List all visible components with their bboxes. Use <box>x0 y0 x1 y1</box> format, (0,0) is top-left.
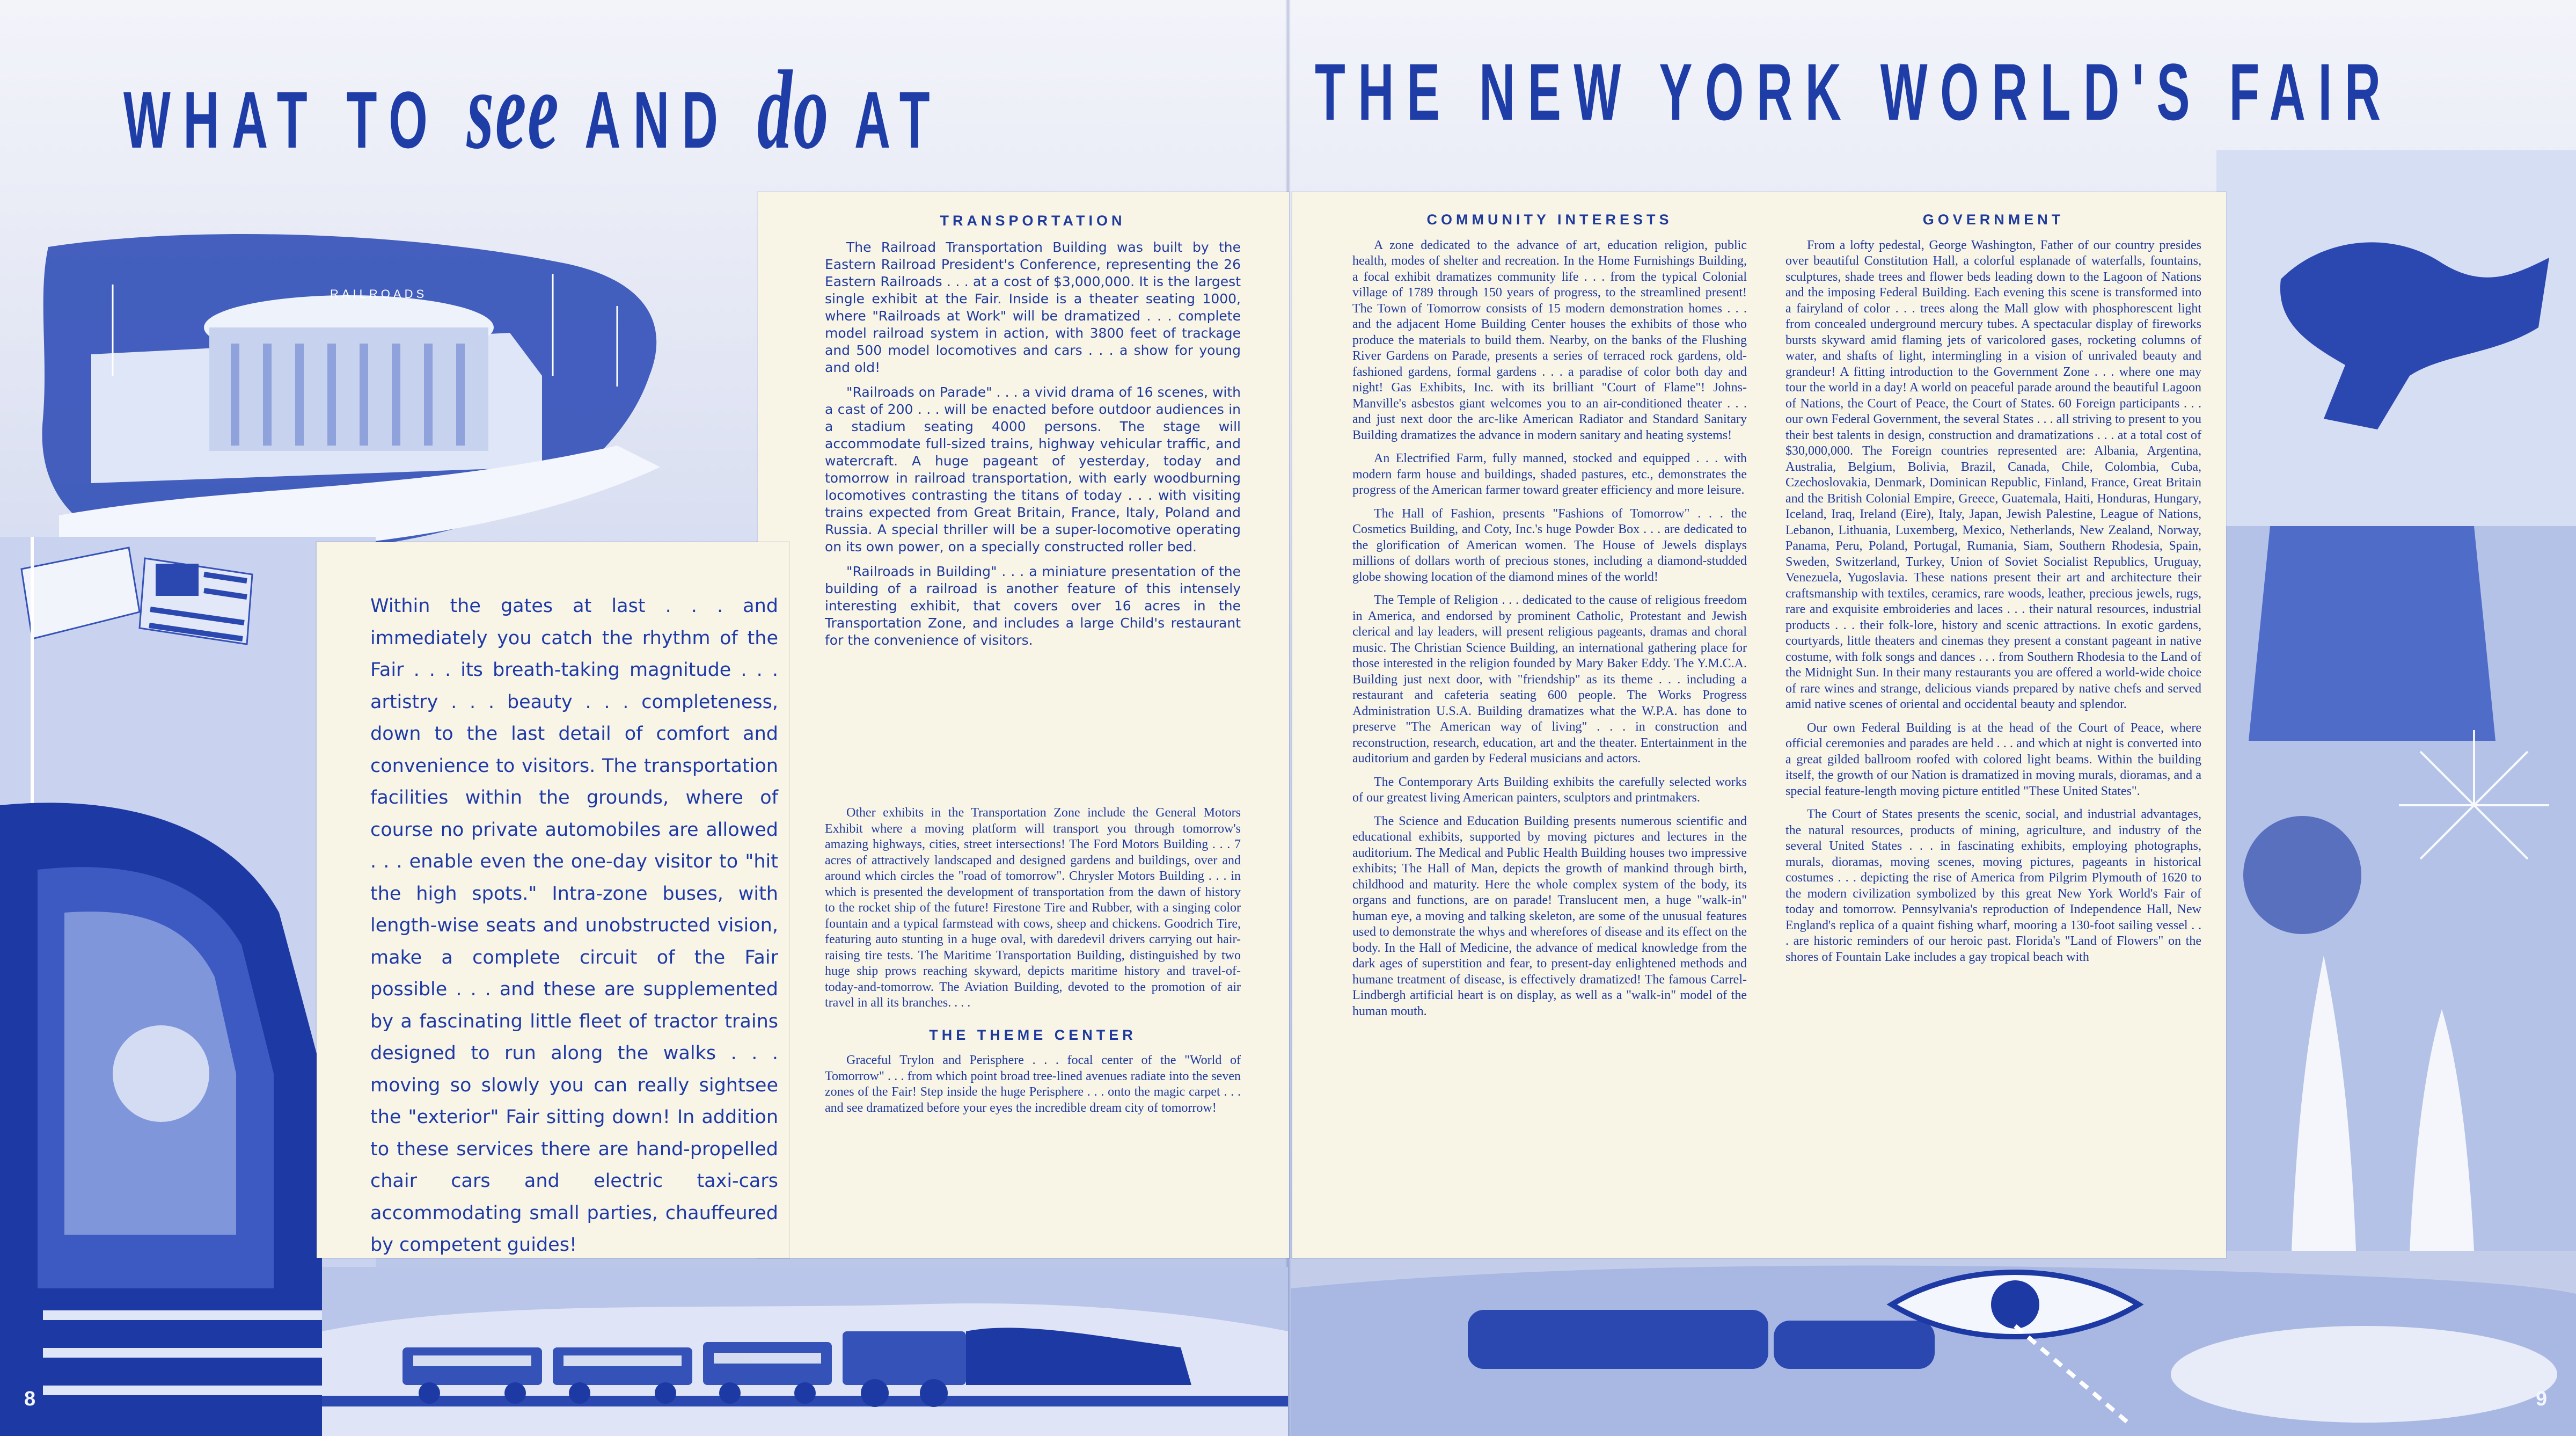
community-paragraph-1: A zone dedicated to the advance of art, education religion, public health, modes of shelter and recreation. In the Home Furnishings Building, a focal exhibit dramatizes community life . . . from the typical Colonial village of 1789 through 150 years of progress, to the streamlined present! The Town of Tomorrow consists of 15 modern demonstration homes . . . and the adjacent Home Building Center houses the exhibits of those who produce the materials to build them. Nearby, on the banks of the Flushing River Gardens on Parade, presents a series of terraced rock gardens, old-fashioned gardens, formal gardens . . . a paradise of color both day and night! Gas Exhibits, Inc. with its brilliant "Court of Flame"! Johns-Manville's asbestos giant welcomes you to an air-conditioned theater . . . and just next door the arc-like American Radiator and Standard Sanitary Building dramatizes the advance in modern sanitary and heating systems! <box>1352 238 1747 442</box>
community-paragraph-6: The Science and Education Building presents numerous scientific and educational exhibits, supported by moving pictures and lectures in the auditorium. The Medical and Public Health Building houses two impressive exhibits; The Hall of Man, depicts the growth of mankind through birth, childhood and maturity. Here the whole complex system of the body, its organs and functions, are on parade! Translucent men, a huge "walk-in" human eye, a moving and talking skeleton, are some of the unusual features used to demonstrate the whys and wherefores of disease and its effect on the body. In the Hall of Medicine, the advance of medical knowledge from the dark ages of superstition and fear, to present-day enlightened methods and humane treatment of disease, is effectively dramatized! The famous Carrel-Lindbergh artificial heart is on display, as well as a "walk-in" model of the human mouth. <box>1352 814 1747 1018</box>
community-paragraph-4: The Temple of Religion . . . dedicated to the cause of religious freedom in America, and endorsed by prominent Catholic, Protestant and Jewish clerical and lay leaders, will present religious pageants, dramas and choral music. The Christian Science Building, an international gathering place for those interested in the religion founded by Mary Baker Eddy. The Y.M.C.A. Building just next door, with "friendship" as its theme . . . including a restaurant and cafeteria seating 600 people. The Works Progress Administration U.S.A. Building dramatizes what the W.P.A. has done to preserve "The American way of living" . . . in construction and reconstruction, research, education, art and the theater. Entertainment in the auditorium and garden by Federal musicians and actors. <box>1352 593 1747 766</box>
building-rotunda <box>209 327 488 451</box>
theme-center-heading: THE THEME CENTER <box>929 1026 1137 1043</box>
railroads-sign: RAILROADS <box>330 287 428 301</box>
government-heading: GOVERNMENT <box>1922 212 2065 228</box>
trains-parade-illustration <box>322 1267 1288 1436</box>
fountain-lagoon <box>2171 1326 2557 1423</box>
community-heading: COMMUNITY INTERESTS <box>1426 212 1673 228</box>
government-paragraph-2: Our own Federal Building is at the head of the Court of Peace, where official ceremonies and parades are held . . . and which at night is converted into a great gilded ballroom roofed with colored light beams. Within the building itself, the growth of our Nation is dramatized in moving murals, dioramas, and a special feature-length moving picture entitled "These United States". <box>1785 720 2201 798</box>
transportation-heading: TRANSPORTATION <box>940 213 1126 229</box>
page-number-left: 8 <box>24 1388 36 1410</box>
globe-building <box>2243 816 2361 934</box>
transportation-paragraph-4: Other exhibits in the Transportation Zone include the General Motors Exhibit where a moving platform will transport you through tomorrow's amazing highways, cities, street intersections! The Ford Motors Building . . . 7 acres of attractively landscaped and designed gardens and buildings, over and around which circles the "road of tomorrow". Chrysler Motors Building . . . in which is presented the development of transportation from the dawn of history to the rocket ship of the future! Firestone Tire and Rubber, with a singing color fountain and a typical farmstead with cows, sheep and chickens. Goodrich Tire, featuring auto stunting in a huge oval, with daredevil drivers carrying out hair-raising tire tests. The Maritime Transportation Building, distinguished by two huge ship prows reaching skyward, depicts maritime history and travel-of-today-and-tomorrow. The Aviation Building, devoted to the promotion of air travel in all its branches. . . . <box>825 806 1241 1010</box>
government-column <box>1785 212 2201 973</box>
intro-paragraph: Within the gates at last . . . and immediately you catch the rhythm of the Fair . . . its breath-taking magnitude . . . artistry . . . beauty . . . completeness, down to the last detail of comfort and convenience to visitors. The transportation facilities within the grounds, where of course no private automobiles are allowed . . . enable even the one-day visitor to "hit the high spots." Intra-zone buses, with length-wise seats and unobstructed vision, make a complete circuit of the Fair possible . . . and these are supplemented by a fascinating little fleet of tractor trains designed to run along the walks . . . moving so slowly you can really sightsee the "exterior" Fair sitting down! In addition to these services there are hand-propelled chair cars and electric taxi-cars accommodating small parties, chauffeured by competent guides! <box>370 595 778 1256</box>
community-paragraph-5: The Contemporary Arts Building exhibits the carefully selected works of our greatest living American painters, sculptors and printmakers. <box>1352 775 1747 805</box>
page-number-right: 9 <box>2536 1388 2548 1410</box>
community-interests-column <box>1352 212 1747 1027</box>
transportation-other-exhibits-column <box>825 805 1241 1124</box>
statue-pedestal <box>2249 526 2496 741</box>
transportation-paragraph-1: The Railroad Transportation Building was built by the Eastern Railroad President's Conference, representing the 26 Eastern Railroads . . . at a cost of $3,000,000. It is the largest single exhibit at the Fair. Inside is a theater seating 1000, where "Railroads at Work" will be dramatized . . . complete model railroad system in action, with 3800 feet of trackage and 500 model locomotives and cars . . . a show for young and old! <box>825 239 1241 375</box>
government-paragraph-1: From a lofty pedestal, George Washington, Father of our country presides over beautiful Constitution Hall, a colorful esplanade of waterfalls, fountains, sculptures, shade trees and flower beds leading down to the Lagoon of Nations and the imposing Federal Building. Each evening this scene is transformed into a fairyland of color . . . trees along the Mall glow with phosphorescent light from concealed underground mercury tubes. A spectacular display of fireworks bursts skyward amid flaming jets of varicolored gases, rocketing columns of water, and shafts of light, intermingling in a vision of unrivaled beauty and grandeur! A fitting introduction to the Government Zone . . . where one may tour the world in a day! A world on peaceful parade around the beautiful Lagoon of Nations, the Court of Peace, the Court of States. 60 Foreign participants . . . our own Federal Government, the several States . . . all striving to present to you their best talents in design, construction and dramatizations . . . at a total cost of $30,000,000. The Foreign countries represented are: Albania, Argentina, Australia, Belgium, Bolivia, Brazil, Canada, Chile, Colombia, Cuba, Czechoslovakia, Denmark, Dominican Republic, Finland, France, Great Britain and the British Colonial Empire, Greece, Guatemala, Haiti, Honduras, Hungary, Iceland, Iraq, Ireland (Eire), Italy, Japan, Jewish Palestine, League of Nations, Lebanon, Lithuania, Luxemberg, Mexico, Netherlands, New Zealand, Norway, Panama, Peru, Poland, Portugal, Rumania, Siam, Southern Rhodesia, Spain, Sweden, Switzerland, Turkey, Union of Soviet Socialist Republics, Uruguay, Venezuela, Yugoslavia. These nations present their art and architecture their craftsmanship with textiles, ceramics, rare woods, leather, precious jewels, rugs, rare and exquisite embroideries and laces . . . their natural resources, industrial products . . . their folk-lore, history and scenic attractions. In exotic gardens, courtyards, little theaters and cinemas they present a constant pageant in native costume, with folk songs and dances . . . from Southern Rhodesia to the Land of the Midnight Sun. In their many restaurants you are offered a world-wide choice of rare wines and strange, delicious viands prepared by native chefs and served amid native scenes of oriental and occidental beauty and splendor. <box>1785 238 2201 711</box>
theme-center-paragraph: Graceful Trylon and Perisphere . . . focal center of the "World of Tomorrow" . . . from which point broad tree-lined avenues radiate into the seven zones of the Fair! Step inside the huge Perisphere . . . onto the magic carpet . . . and see dramatized before your eyes the incredible dream city of tomorrow! <box>825 1053 1241 1115</box>
eye-pupil <box>1991 1280 2039 1329</box>
transportation-paragraph-3: "Railroads in Building" . . . a miniature presentation of the building of a railroad is another feature of this intensely interesting exhibit, that covers over 16 acres in the Transportation Zone, and includes a large Child's restaurant for the convenience of visitors. <box>825 564 1241 648</box>
government-paragraph-3: The Court of States presents the scenic, social, and industrial advantages, the natural resources, products of mining, agriculture, and industry of the several United States . . . in fascinating exhibits, employing photographs, murals, dioramas, moving scenes, moving pictures, pageants in historical costumes . . . depicting the rise of America from Pilgrim Plymouth of 1620 to the modern civilization symbolized by this great New York World's Fair of today and tomorrow. Pennsylvania's reproduction of Independence Hall, New England's replica of a quaint fishing wharf, mooring a 130-foot sailing vessel . . . are historic reminders of our heroic past. Florida's "Land of Flowers" on the shores of Fountain Lake includes a gay tropical beach with <box>1785 807 2201 964</box>
transportation-paragraph-2: "Railroads on Parade" . . . a vivid drama of 16 scenes, with a cast of 200 . . . will be enacted before outdoor audiences in a stadium seating 4000 persons. The stage will accommodate full-sized trains, highway vehicular traffic, and watercraft. A huge pageant of yesterday, today and tomorrow in railroad transportation, with early woodburning locomotives contrasting the titans of today . . . with visiting trains expected from Great Britain, France, Italy, Poland and Russia. A special thriller will be a super-locomotive operating on its own power, on a specially constructed roller bed. <box>825 384 1241 555</box>
headline-right: THE NEW YORK WORLD'S FAIR <box>1315 47 2394 137</box>
fireworks-statue-illustration <box>2216 150 2576 1251</box>
headline-left: WHAT TO see AND do AT <box>123 48 943 172</box>
tomorrow-scene-illustration <box>1291 1240 2576 1436</box>
community-paragraph-3: The Hall of Fashion, presents "Fashions of Tomorrow" . . . the Cosmetics Building, and Coty, Inc.'s huge Powder Box . . . are dedicated to the glorification of American women. The House of Jewels displays millions of dollars worth of precious stones, including a diamond-studded globe showing location of the diamond mines of the world! <box>1352 506 1747 584</box>
transportation-column <box>825 212 1241 657</box>
railroads-building-illustration <box>27 215 735 580</box>
community-paragraph-2: An Electrified Farm, fully manned, stocked and equipped . . . with modern farm house and buildings, shaded pastures, etc., demonstrates the progress of the American farmer toward greater efficiency and more leisure. <box>1352 451 1747 497</box>
